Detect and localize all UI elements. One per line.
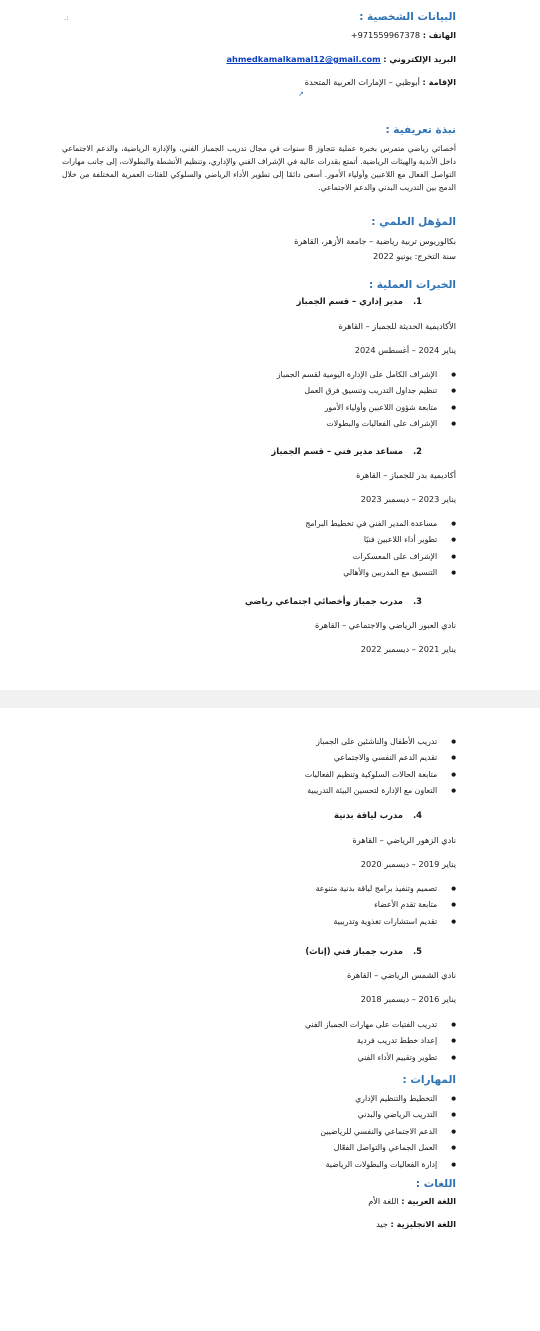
job-title-text: مدرب لياقة بدنية [333,810,403,820]
job-title [245,596,422,606]
profile-heading: نبذة تعريفية : [385,124,456,136]
skill-item: ● العمل الجماعي والتواصل الفعّال [320,1140,456,1156]
duty-item: ● تدريب الفتيات على مهارات الجمباز الفني [305,1017,456,1033]
education-graduation: سنة التخرج: يونيو 2022 [373,251,456,261]
duty-item: ● متابعة شؤون اللاعبين وأولياء الأمور [277,400,456,416]
job-duties [316,881,456,930]
job-duties [305,734,456,800]
language-level: جيد [376,1219,388,1229]
email-line [226,54,456,64]
job-title-text: مدير إداري – قسم الجمباز [296,296,403,306]
education-heading: المؤهل العلمي : [371,216,456,228]
experience-heading: الخبرات العملية : [368,279,456,291]
language-arabic [368,1196,456,1206]
job-period: يناير 2023 – ديسمبر 2023 [360,494,456,504]
residence-value: أبوظبي – الإمارات العربية المتحدة [304,77,420,87]
cursor-mark: ↗ [298,90,304,98]
skill-item: ● التدريب الرياضي والبدني [320,1107,456,1123]
skills-heading: المهارات : [402,1074,456,1086]
job-duties [305,516,456,582]
skill-item: ● الدعم الاجتماعي والنفسي للرياضيين [320,1124,456,1140]
job-org: نادي العبور الرياضي والاجتماعي – القاهرة [314,620,456,630]
duty-item: ● تقديم الدعم النفسي والاجتماعي [305,750,456,766]
job-title [297,296,422,306]
residence-line [305,77,456,87]
duty-item: ● تنظيم جداول التدريب وتنسيق فرق العمل [277,383,456,399]
duty-item: ● تصميم وتنفيذ برامج لياقة بدنية متنوعة [316,881,456,897]
skill-item: ● إدارة الفعاليات والبطولات الرياضية [320,1157,456,1173]
job-duties [277,367,456,433]
job-title [305,946,422,956]
language-level: اللغة الأم [368,1196,399,1206]
language-label: اللغة العربية : [401,1196,456,1206]
duty-item: ● الإشراف على الفعاليات والبطولات [277,416,456,432]
duty-item: ● التعاون مع الإدارة لتحسين البيئة التدريبية [305,783,456,799]
job-title-text: مدرب جمباز فني (إناث) [305,946,403,956]
job-number: 3. [412,596,422,606]
phone-line [351,30,456,40]
job-org: نادي الزهور الرياضي – القاهرة [352,835,456,845]
job-period: يناير 2019 – ديسمبر 2020 [360,859,456,869]
residence-label: الإقامة : [422,77,456,87]
phone-label: الهاتف : [422,30,456,40]
duty-item: ● تقديم استشارات تغذوية وتدريبية [316,914,456,930]
duty-item: ● تطوير وتقييم الأداء الفني [305,1050,456,1066]
phone-value: +971559967378 [350,30,421,40]
job-number: 1. [412,296,422,306]
education-degree: بكالوريوس تربية رياضية – جامعة الأزهر، القاهرة [294,236,456,246]
job-org: الأكاديمية الحديثة للجمباز – القاهرة [338,321,456,331]
duty-item: ● مساعدة المدير الفني في تخطيط البرامج [305,516,456,532]
duty-item: ● تدريب الأطفال والناشئين على الجمباز [305,734,456,750]
job-period: يناير 2024 – أغسطس 2024 [354,345,456,355]
profile-text: أخصائي رياضي متمرس بخبرة عملية تتجاوز 8 سنوات في مجال تدريب الجمباز الفني، والإدارة الرياضية، والدعم الاجتماعي داخل الأندية والهيئات الرياضية. أتمتع بقدرات عالية في الإشراف الفني والإداري، وتنظيم الأنشطة والبطولات، إلى جانب مهارات التواصل الفعال مع اللاعبين وأولياء الأمور. أسعى دائمًا إلى تطوير الأداء الرياضي والسلوكي للفئات العمرية المختلفة من خلال الدمج بين التدريب البدني والدعم الاجتماعي. [62,144,456,192]
job-period: يناير 2021 – ديسمبر 2022 [360,644,456,654]
job-number: 4. [412,810,422,820]
job-period: يناير 2016 – ديسمبر 2018 [360,994,456,1004]
languages-heading: اللغات : [415,1178,456,1190]
duty-item: ● إعداد خطط تدريب فردية [305,1033,456,1049]
job-number: 5. [412,946,422,956]
skills-list [320,1091,456,1173]
job-number: 2. [412,446,422,456]
duty-item: ● التنسيق مع المدربين والأهالي [305,565,456,581]
job-duties [305,1017,456,1066]
duty-item: ● متابعة تقدم الأعضاء [316,897,456,913]
duty-item: ● الإشراف الكامل على الإدارة اليومية لقسم الجمباز [277,367,456,383]
job-title [334,810,422,820]
job-org: أكاديمية بدر للجمباز – القاهرة [356,470,456,480]
duty-item: ● متابعة الحالات السلوكية وتنظيم الفعاليات [305,767,456,783]
job-org: نادي الشمس الرياضي – القاهرة [347,970,456,980]
email-label: البريد الإلكتروني : [383,54,456,64]
job-title [271,446,422,456]
language-label: اللغة الانجليزية : [390,1219,456,1229]
skill-item: ● التخطيط والتنظيم الإداري [320,1091,456,1107]
duty-item: ● الإشراف على المعسكرات [305,549,456,565]
job-title-text: مساعد مدير فني – قسم الجمباز [271,446,403,456]
job-title-text: مدرب جمباز وأخصائي اجتماعي رياضي [244,596,403,606]
language-english [376,1219,456,1229]
duty-item: ● تطوير أداء اللاعبين فنيًا [305,532,456,548]
corner-mark: :. [64,14,69,22]
resume-page-2 [0,708,540,1331]
personal-heading: البيانات الشخصية : [359,11,456,23]
email-link[interactable]: ahmedkamalkamal12@gmail.com [226,54,381,64]
